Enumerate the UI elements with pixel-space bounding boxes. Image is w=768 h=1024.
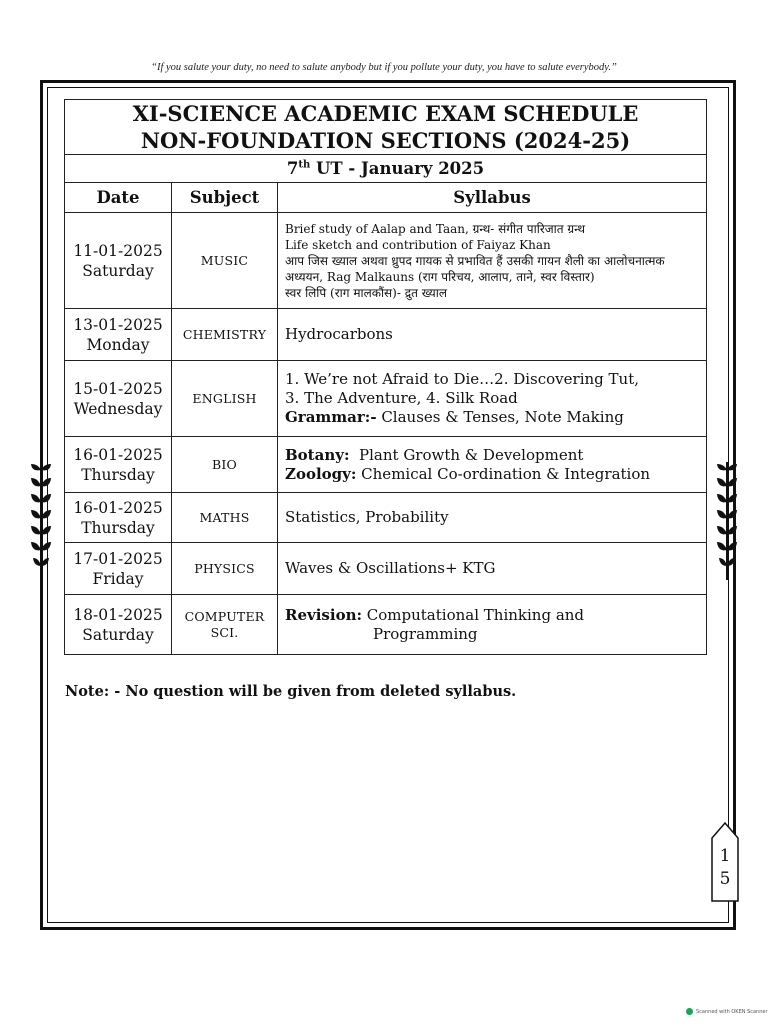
syllabus-text: Plant Growth & Development — [349, 445, 584, 464]
subject-cell — [172, 493, 278, 543]
syllabus-text: Brief study of Aalap and Taan, ग्रन्थ- संगीत पारिजात ग्रन्थ — [285, 221, 586, 236]
subtitle-row — [65, 155, 707, 183]
syllabus-text: 1. We’re not Afraid to Die…2. Discovering Tut, — [285, 370, 639, 388]
syllabus-cell — [278, 361, 707, 437]
subject-cell — [172, 595, 278, 655]
date-cell — [65, 543, 172, 595]
scanner-text: Scanned with OKEN Scanner — [696, 1008, 768, 1015]
syllabus-cell — [278, 213, 707, 309]
syllabus-text: अध्ययन, Rag Malkauns (राग परिचय, आलाप, ताने, स्वर विस्तार) — [285, 269, 595, 284]
wheat-ornament-right-icon — [716, 462, 738, 580]
syllabus-cell — [278, 437, 707, 493]
syllabus-line — [285, 389, 706, 408]
syllabus-line — [285, 221, 706, 237]
syllabus-cell — [278, 595, 707, 655]
syllabus-line — [285, 253, 706, 269]
subject-cell — [172, 309, 278, 361]
subtitle-ordinal: th — [298, 159, 311, 171]
exam-date: 16-01-2025 — [73, 498, 163, 517]
subject-cell — [172, 437, 278, 493]
page-number-tag — [711, 822, 739, 902]
subject-name: COMPUTER — [184, 608, 265, 624]
schedule-subtitle — [65, 155, 707, 183]
date-cell — [65, 361, 172, 437]
date-cell — [65, 213, 172, 309]
syllabus-label: Revision: — [285, 605, 363, 624]
syllabus-label: Grammar:- — [285, 408, 377, 426]
syllabus-label: Botany: — [285, 445, 350, 464]
syllabus-text: Hydrocarbons — [285, 325, 393, 343]
subject-cell — [172, 361, 278, 437]
syllabus-label: Zoology: — [285, 464, 357, 483]
table-row — [65, 543, 707, 595]
subject-cell — [172, 213, 278, 309]
subject-name-cont: SCI. — [210, 624, 239, 640]
exam-date: 13-01-2025 — [73, 315, 163, 334]
subtitle-number: 7 — [286, 159, 299, 178]
subject-name: MUSIC — [200, 252, 249, 268]
title-row — [65, 100, 707, 155]
syllabus-cell — [278, 493, 707, 543]
syllabus-text: स्वर लिपि (राग मालकौंस)- द्रुत ख्याल — [285, 285, 447, 300]
syllabus-line — [285, 508, 706, 527]
syllabus-line — [285, 606, 706, 625]
exam-date: 11-01-2025 — [73, 241, 163, 260]
syllabus-text: Clauses & Tenses, Note Making — [376, 408, 624, 426]
column-header-subject: Subject — [172, 183, 278, 213]
date-cell — [65, 493, 172, 543]
exam-day: Saturday — [82, 625, 154, 644]
syllabus-text: Life sketch and contribution of Faiyaz Khan — [285, 237, 551, 252]
syllabus-text: Computational Thinking and — [362, 605, 585, 624]
subject-name: ENGLISH — [192, 390, 257, 406]
column-header-syllabus: Syllabus — [278, 183, 707, 213]
syllabus-line — [285, 446, 706, 465]
subject-name: MATHS — [199, 509, 250, 525]
scanner-logo-icon — [686, 1008, 693, 1015]
syllabus-text: आप जिस ख्याल अथवा ध्रुपद गायक से प्रभावित हैं उसकी गायन शैली का आलोचनात्मक — [285, 253, 665, 268]
date-cell — [65, 595, 172, 655]
subtitle-text: UT - January 2025 — [310, 159, 485, 178]
syllabus-line — [285, 465, 706, 484]
header-quote: “If you salute your duty, no need to salute anybody but if you pollute your duty, you have to salute everybody.” — [151, 62, 617, 73]
exam-day: Wednesday — [73, 399, 163, 418]
schedule-title — [65, 100, 707, 155]
table-row — [65, 213, 707, 309]
exam-date: 18-01-2025 — [73, 605, 163, 624]
syllabus-line — [285, 325, 706, 344]
syllabus-line — [285, 237, 706, 253]
syllabus-text: Chemical Co-ordination & Integration — [356, 464, 651, 483]
page-number-digit-2: 5 — [719, 869, 731, 889]
exam-date: 15-01-2025 — [73, 379, 163, 398]
syllabus-line — [285, 285, 706, 301]
table-row — [65, 309, 707, 361]
syllabus-line — [285, 625, 706, 644]
syllabus-cell — [278, 309, 707, 361]
exam-date: 16-01-2025 — [73, 445, 163, 464]
syllabus-text: Statistics, Probability — [285, 508, 449, 526]
date-cell — [65, 437, 172, 493]
title-line-1: XI-SCIENCE ACADEMIC EXAM SCHEDULE — [132, 101, 639, 126]
subject-name: PHYSICS — [194, 560, 255, 576]
subject-cell — [172, 543, 278, 595]
subject-name: CHEMISTRY — [182, 326, 267, 342]
note-text: Note: - No question will be given from deleted syllabus. — [65, 683, 517, 700]
syllabus-text: Waves & Oscillations+ KTG — [285, 559, 496, 577]
syllabus-line — [285, 269, 706, 285]
title-line-2: NON-FOUNDATION SECTIONS (2024-25) — [140, 128, 631, 153]
syllabus-text: 3. The Adventure, 4. Silk Road — [285, 389, 518, 407]
table-row — [65, 595, 707, 655]
syllabus-line — [285, 408, 706, 427]
table-row — [65, 437, 707, 493]
exam-date: 17-01-2025 — [73, 549, 163, 568]
exam-day: Friday — [92, 569, 144, 588]
exam-schedule-table — [64, 99, 707, 655]
date-cell — [65, 309, 172, 361]
exam-day: Thursday — [81, 465, 155, 484]
syllabus-cell — [278, 543, 707, 595]
table-row — [65, 493, 707, 543]
exam-day: Saturday — [82, 261, 154, 280]
syllabus-line — [285, 370, 706, 389]
syllabus-line — [285, 559, 706, 578]
scanner-watermark — [686, 1008, 768, 1015]
exam-day: Monday — [86, 335, 150, 354]
syllabus-text: Programming — [373, 624, 478, 643]
page-number-digit-1: 1 — [719, 846, 731, 866]
exam-day: Thursday — [81, 518, 155, 537]
table-row — [65, 361, 707, 437]
header-row — [65, 183, 707, 213]
wheat-ornament-left-icon — [30, 462, 52, 580]
column-header-date: Date — [65, 183, 172, 213]
subject-name: BIO — [212, 456, 237, 472]
